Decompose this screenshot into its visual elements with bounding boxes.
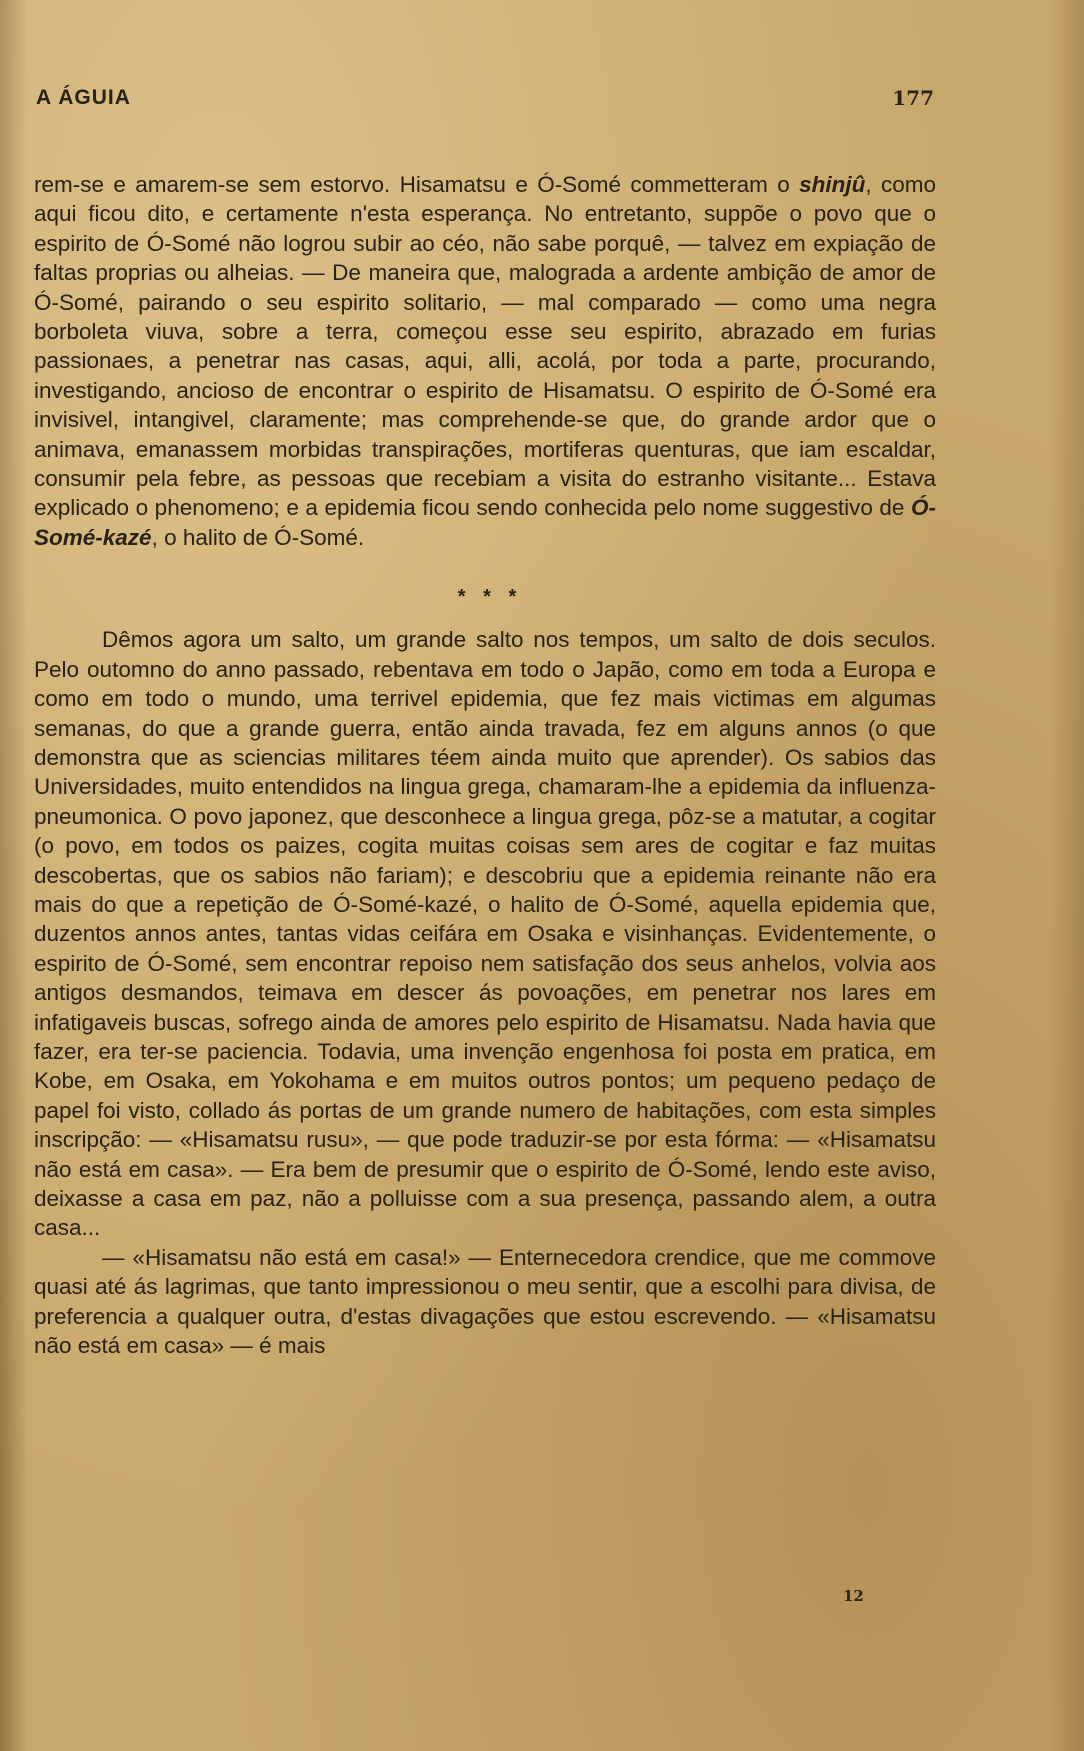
running-head (36, 86, 934, 116)
paragraph-1-text-a: rem-se e amarem-se sem estorvo. Hisamatsu e Ó-Somé commetteram o (34, 172, 800, 197)
body-text (34, 170, 936, 1360)
signature-mark: 12 (843, 1587, 864, 1605)
paragraph-3: — «Hisamatsu não está em casa!» — Enternecedora crendice, que me commove quasi até ás lagrimas, que tanto impressionou o meu sentir, que a escolhi para divisa, de preferencia a qualquer outra, d'estas divagações que estou escrevendo. — «Hisamatsu não está em casa» — é mais (34, 1244, 936, 1359)
term-osome-kaze: Ó-Somé-kazé (34, 495, 936, 550)
section-separator: * * * (457, 586, 523, 609)
paragraph-1-text-b: , como aqui ficou dito, e certamente n'esta esperança. No entretanto, suppõe o povo que o espirito de Ó-Somé não logrou subir ao céo, não sabe porquê, — talvez em expiação de faltas proprias ou alheias. — De maneira que, malograda a ardente ambição de amor de Ó-Somé, pairando o seu espirito solitario, — mal comparado — como uma negra borboleta viuva, sobre a terra, começou esse seu espirito, abrazado em furias passionaes, a penetrar nas casas, aqui, alli, acolá, por toda a parte, procurando, investigando, ancioso de encontrar o espirito de Hisamatsu. O espirito de Ó-Somé era invisivel, intangivel, claramente; mas comprehende-se que, do grande ardor que o animava, emanassem morbidas transpirações, mortiferas quenturas, que iam escaldar, consumir pela febre, as pessoas que recebiam a visita do estranho visitante... Estava explicado o phenomeno; e a epidemia ficou sendo conhecida pelo nome suggestivo de (34, 172, 936, 521)
paragraph-2: Dêmos agora um salto, um grande salto nos tempos, um salto de dois seculos. Pelo outomno do anno passado, rebentava em todo o Japão, como em toda a Europa e como em todo o mundo, uma terrivel epidemia, que fez mais victimas em algumas semanas, do que a grande guerra, então ainda travada, fez em alguns annos (o que demonstra que as sciencias militares téem ainda muito que aprender). Os sabios das Universidades, muito entendidos na lingua grega, chamaram-lhe a epidemia da influenza-pneumonica. O povo japonez, que desconhece a lingua grega, pôz-se a matutar, a cogitar (o povo, em todos os paizes, cogita muitas coisas sem ares de cogitar e faz muitas descobertas, que os sabios não fariam); e descobriu que a epidemia reinante não era mais do que a repetição de Ó-Somé-kazé, o halito de Ó-Somé, aquella epidemia que, duzentos annos antes, tantas vidas ceifára em Osaka e visinhanças. Evidentemente, o espirito de Ó-Somé, sem encontrar repoiso nem satisfação dos seus anhelos, volvia aos antigos desmandos, teimava em descer ás povoações, em penetrar nos lares em infatigaveis buscas, sofrego ainda de amores pelo espirito de Hisamatsu. Nada havia que fazer, era ter-se paciencia. Todavia, uma invenção engenhosa foi posta em pratica, em Kobe, em Osaka, em Yokohama e em muitos outros pontos; um pequeno pedaço de papel foi visto, collado ás portas de um grande numero de habitações, com esta simples inscripção: — «Hisamatsu rusu», — que pode traduzir-se por esta fórma: — «Hisamatsu não está em casa». — Era bem de presumir que o espirito de Ó-Somé, lendo este aviso, deixasse a casa em paz, não a polluisse com a sua presença, passando alem, a outra casa... (34, 627, 936, 1241)
paragraph-1 (34, 170, 936, 552)
paragraph-1-text-c: , o halito de Ó-Somé. (151, 524, 365, 550)
page-number: 177 (892, 86, 934, 110)
term-shinju: shinjû (799, 172, 866, 197)
journal-title: A ÁGUIA (36, 86, 131, 109)
